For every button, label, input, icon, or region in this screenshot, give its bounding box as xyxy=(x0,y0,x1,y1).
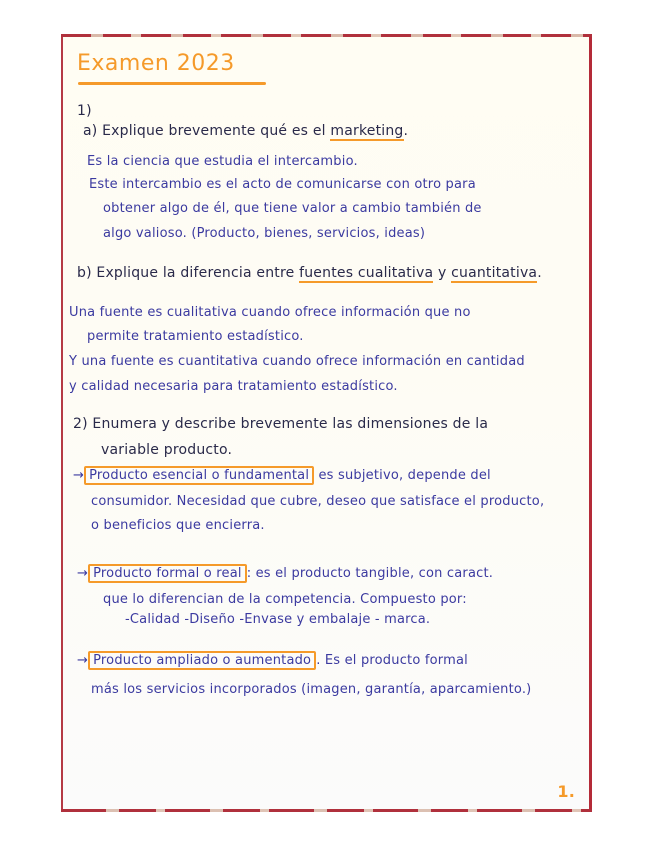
answer-1b-line: permite tratamiento estadístico. xyxy=(87,329,304,344)
answer-1a-line: algo valioso. (Producto, bienes, servicios, ideas) xyxy=(103,226,426,241)
answer-1a-line: Es la ciencia que estudia el intercambio. xyxy=(87,154,358,169)
question-1b-suffix: . xyxy=(537,265,542,281)
dimension-line: más los servicios incorporados (imagen, garantía, aparcamiento.) xyxy=(91,682,532,697)
question-1b-prefix: b) Explique la diferencia entre xyxy=(77,265,300,281)
highlight-fuentes-cualitativa: fuentes cualitativa xyxy=(299,265,434,281)
highlight-cuantitativa: cuantitativa xyxy=(451,265,538,281)
dimension-line: -Calidad -Diseño -Envase y embalaje - marca. xyxy=(125,612,431,627)
answer-1a-line: Este intercambio es el acto de comunicarse con otro para xyxy=(89,177,476,192)
question-1-number: 1) xyxy=(77,103,92,119)
arrow-right-icon: → xyxy=(77,653,89,668)
arrow-right-icon: → xyxy=(77,566,89,581)
question-2-line: 2) Enumera y describe brevemente las dimensiones de la xyxy=(73,416,489,432)
answer-1b-line: Y una fuente es cuantitativa cuando ofrece información en cantidad xyxy=(69,354,525,369)
question-2-line: variable producto. xyxy=(101,442,233,458)
page-title: Examen 2023 xyxy=(77,51,235,76)
dimension-description: : es el producto tangible, con caract. xyxy=(246,566,494,581)
dimension-description: es subjetivo, depende del xyxy=(314,468,491,483)
dimension-item-esencial xyxy=(73,468,491,483)
title-underline xyxy=(78,82,266,85)
boxed-term-ampliado: Producto ampliado o aumentado xyxy=(88,651,316,670)
answer-1b-line: y calidad necesaria para tratamiento estadístico. xyxy=(69,379,398,394)
answer-1b-line: Una fuente es cualitativa cuando ofrece información que no xyxy=(69,305,471,320)
notebook-page xyxy=(61,34,592,812)
highlight-marketing: marketing xyxy=(330,123,404,139)
question-1a-prefix: a) Explique brevemente qué es el xyxy=(83,123,331,139)
dimension-item-formal xyxy=(77,566,493,581)
question-1b-middle: y xyxy=(433,265,452,281)
boxed-term-esencial: Producto esencial o fundamental xyxy=(84,466,314,485)
question-1b xyxy=(77,265,542,281)
dimension-line: o beneficios que encierra. xyxy=(91,518,265,533)
dimension-line: consumidor. Necesidad que cubre, deseo que satisface el producto, xyxy=(91,494,545,509)
dimension-description: . Es el producto formal xyxy=(316,653,468,668)
question-1a xyxy=(83,123,408,139)
dimension-line: que lo diferencian de la competencia. Compuesto por: xyxy=(103,592,467,607)
question-1a-suffix: . xyxy=(403,123,409,139)
page-number: 1. xyxy=(557,782,575,801)
answer-1a-line: obtener algo de él, que tiene valor a cambio también de xyxy=(103,201,482,216)
arrow-right-icon: → xyxy=(73,468,85,483)
dimension-item-ampliado xyxy=(77,653,468,668)
boxed-term-formal: Producto formal o real xyxy=(88,564,247,583)
